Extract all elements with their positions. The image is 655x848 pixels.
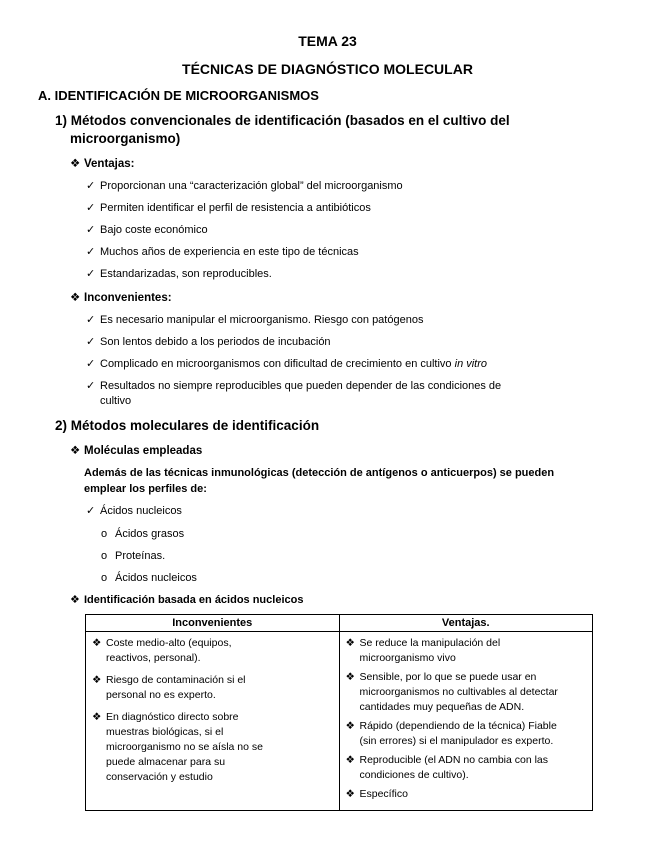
- ventajas-cell: [339, 632, 593, 811]
- moleculas-label: Moléculas empleadas: [84, 445, 203, 457]
- table-list-item: ❖ Reproducible (el ADN no cambia con las condiciones de cultivo).: [345, 754, 549, 781]
- check-icon: ✓: [86, 336, 96, 348]
- inconvenientes-label: Inconvenientes:: [84, 292, 172, 304]
- in-vitro-text: in vitro: [454, 358, 488, 370]
- diamond-icon: ❖: [345, 754, 355, 766]
- list-item: ✓ Proporcionan una “caracterización global” del microorganismo: [86, 180, 403, 192]
- list-item: ✓ Permiten identificar el perfil de resistencia a antibióticos: [86, 202, 371, 214]
- diamond-icon: ❖: [92, 711, 102, 723]
- list-item: ✓ Muchos años de experiencia en este tipo de técnicas: [86, 246, 359, 258]
- inconvenientes-heading: [70, 290, 172, 304]
- diamond-icon: ❖: [70, 445, 81, 457]
- inconvenientes-cell: [86, 632, 340, 811]
- ventajas-label: Ventajas:: [84, 158, 135, 170]
- list-item: ✓ Estandarizadas, son reproducibles.: [86, 268, 272, 280]
- check-icon: ✓: [86, 246, 96, 258]
- comparison-table: [85, 614, 593, 811]
- identificacion-label: Identificación basada en ácidos nucleicos: [84, 594, 304, 606]
- diamond-icon: ❖: [345, 637, 355, 649]
- list-item: ✓ Bajo coste económico: [86, 224, 208, 236]
- sub1-heading-line2: microorganismo): [70, 131, 181, 146]
- list-item: ✓ Son lentos debido a los periodos de incubación: [86, 336, 331, 348]
- diamond-icon: ❖: [345, 788, 355, 800]
- tema-number: TEMA 23: [298, 33, 357, 49]
- sub1-heading: [55, 112, 510, 148]
- sublist-item: o Ácidos nucleicos: [101, 572, 197, 584]
- identificacion-heading: [70, 593, 303, 606]
- check-icon: ✓: [86, 224, 96, 236]
- moleculas-note: Además de las técnicas inmunológicas (detección de antígenos o anticuerpos) se pueden emplear los perfiles de:: [84, 467, 555, 495]
- list-item: ✓ Resultados no siempre reproducibles que pueden depender de las condiciones de cultivo: [86, 380, 502, 407]
- table-row: [86, 632, 593, 811]
- table-list-item: ❖ Rápido (dependiendo de la técnica) Fiable (sin errores) si el manipulador es experto.: [345, 720, 557, 747]
- diamond-icon: ❖: [70, 158, 81, 170]
- check-icon: ✓: [86, 358, 96, 370]
- list-item: ✓ Es necesario manipular el microorganismo. Riesgo con patógenos: [86, 314, 424, 326]
- circle-bullet-icon: o: [101, 572, 108, 584]
- sublist-item: o Proteínas.: [101, 550, 166, 562]
- check-icon: ✓: [86, 505, 96, 517]
- circle-bullet-icon: o: [101, 550, 108, 562]
- table-list-item: ❖ Sensible, por lo que se puede usar en microorganismos no cultivables al detectar cantidades muy pequeñas de ADN.: [345, 671, 558, 713]
- ventajas-heading: [70, 156, 135, 170]
- diamond-icon: ❖: [70, 292, 81, 304]
- check-icon: ✓: [86, 180, 96, 192]
- diamond-icon: ❖: [92, 674, 102, 686]
- check-icon: ✓: [86, 314, 96, 326]
- check-icon: ✓: [86, 380, 96, 392]
- header-inconvenientes: Inconvenientes: [86, 615, 340, 632]
- sub1-heading-line1: 1) Métodos convencionales de identificación (basados en el cultivo del: [55, 113, 510, 128]
- moleculas-heading: [70, 443, 202, 457]
- table-list-item: ❖ Específico: [345, 788, 408, 800]
- check-icon: ✓: [86, 202, 96, 214]
- check-icon: ✓: [86, 268, 96, 280]
- table-list-item: ❖ Coste medio-alto (equipos, reactivos, personal).: [92, 637, 232, 664]
- section-a-heading: A. IDENTIFICACIÓN DE MICROORGANISMOS: [38, 88, 319, 103]
- header-ventajas: Ventajas.: [339, 615, 593, 632]
- diamond-icon: ❖: [345, 671, 355, 683]
- circle-bullet-icon: o: [101, 528, 108, 540]
- diamond-icon: ❖: [70, 594, 80, 606]
- diamond-icon: ❖: [345, 720, 355, 732]
- list-item: ✓ Ácidos nucleicos: [86, 505, 182, 517]
- table-header-row: [86, 615, 593, 632]
- sublist-item: o Ácidos grasos: [101, 528, 185, 540]
- table-list-item: ❖ Se reduce la manipulación del microorganismo vivo: [345, 637, 501, 664]
- diamond-icon: ❖: [92, 637, 102, 649]
- page-title: TÉCNICAS DE DIAGNÓSTICO MOLECULAR: [182, 61, 473, 77]
- sub2-heading: 2) Métodos moleculares de identificación: [55, 418, 320, 433]
- table-list-item: ❖ En diagnóstico directo sobre muestras biológicas, si el microorganismo no se aísla no se puede almacenar para su conservación y estudio: [92, 711, 263, 783]
- table-list-item: ❖ Riesgo de contaminación si el personal no es experto.: [92, 674, 246, 701]
- list-item: ✓ Complicado en microorganismos con dificultad de crecimiento en cultivo in vitro: [86, 358, 488, 370]
